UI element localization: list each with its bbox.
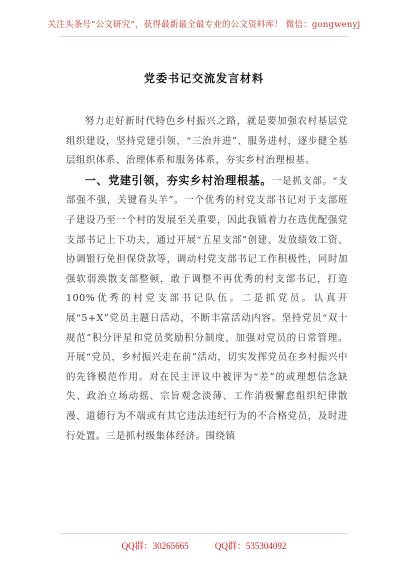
section1-heading: 一、党建引领，夯实乡村治理根基。 <box>84 173 273 187</box>
section1-body: 一是抓支部。“支部强不强，关键看头羊”。一个优秀的村党支部书记对于支部班子建设乃至一个村的发展至关重要，因此我镇着力在选优配强党支部书记上下功夫，通过开展“五星支部”创建、发放绩效工资、协调银行免担保贷款等，调动村党支部书记工作积极性，同时加强软弱涣散支部整顿，敢于调整不再优秀的村支部书记，打造100%优秀的村党支部书记队伍。二是抓党员。认真开展“5+X”党员主题日活动，不断丰富活动内容。坚持党员“双十规范”积分评星和党员奖励积分制度，加强对党员的日常管理。开展“党员，乡村振兴走在前”活动，切实发挥党员在乡村振兴中的先锋模范作用。对在民主评议中被评为“差”的或理想信念缺失、政治立场动摇、宗旨观念淡薄、工作消极懈怠组织纪律散漫、道德行为不端或有其它违法违纪行为的不合格党员，及时进行处置。三是抓村级集体经济。围绕镇 <box>66 175 349 442</box>
qq-group-2: QQ群：535304092 <box>214 541 287 551</box>
header-banner: 关注头条号“公文研究”，获得最新最全最专业的公文资料库！ 微信：gongwenyj <box>47 20 361 30</box>
qq-group-1: QQ群：30265665 <box>121 541 189 551</box>
intro-paragraph: 努力走好新时代特色乡村振兴之路，就是要加强农村基层党组织建设，坚持党建引领、“三治并进”、服务进村，逐步健全基层组织体系、治理体系和服务体系，夯实乡村治理根基。 <box>66 116 348 167</box>
footer-divider <box>60 533 348 534</box>
section1-paragraph <box>66 171 348 446</box>
document-title: 党委书记交流发言材料 <box>144 72 264 85</box>
footer-contacts <box>0 539 408 552</box>
header-divider <box>60 36 348 37</box>
document-body <box>66 112 348 446</box>
